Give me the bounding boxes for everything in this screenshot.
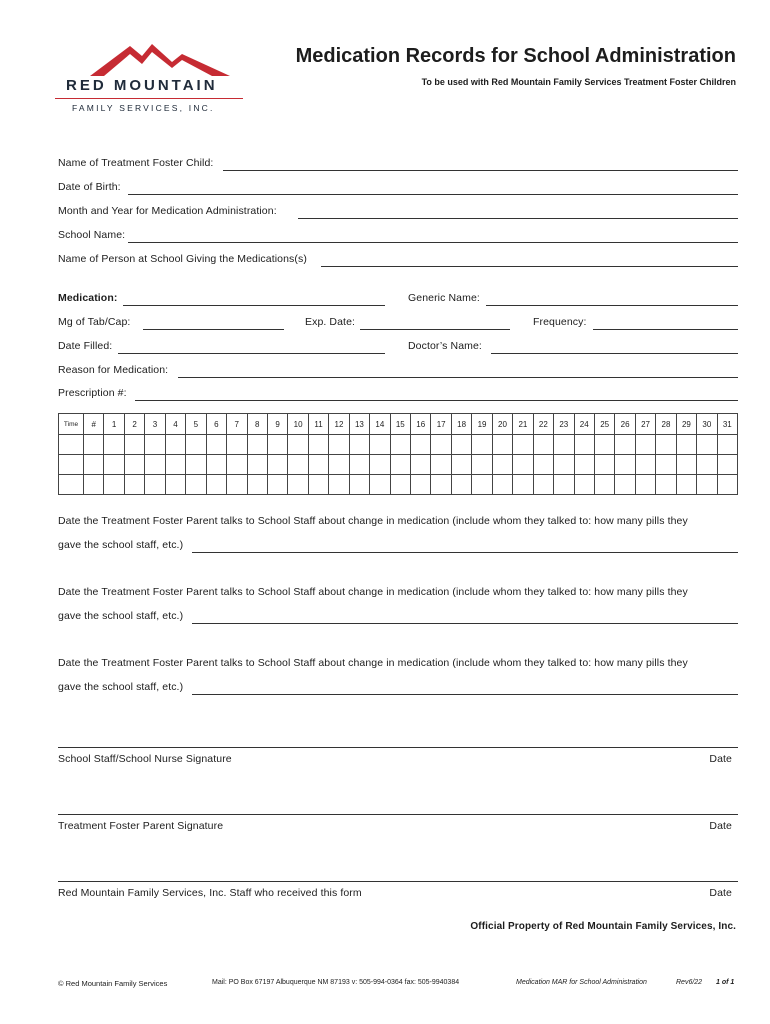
grid-cell[interactable] bbox=[145, 475, 165, 495]
grid-day-header: 11 bbox=[308, 414, 328, 435]
note-text-cont: gave the school staff, etc.) bbox=[58, 610, 184, 622]
grid-cell[interactable] bbox=[676, 475, 696, 495]
person-giving-field[interactable] bbox=[321, 266, 738, 267]
grid-day-header: 18 bbox=[451, 414, 471, 435]
grid-cell[interactable] bbox=[635, 435, 655, 455]
grid-cell[interactable] bbox=[124, 475, 144, 495]
prescription-label: Prescription #: bbox=[58, 387, 127, 399]
grid-cell[interactable] bbox=[513, 435, 533, 455]
grid-day-header: 28 bbox=[656, 414, 676, 435]
note-text: Date the Treatment Foster Parent talks to School Staff about change in medication (include whom they talked to: how many pills they bbox=[58, 586, 688, 598]
grid-day-header: 20 bbox=[492, 414, 512, 435]
grid-day-header: 21 bbox=[513, 414, 533, 435]
grid-cell[interactable] bbox=[165, 455, 185, 475]
grid-cell[interactable] bbox=[451, 475, 471, 495]
grid-cell[interactable] bbox=[635, 475, 655, 495]
grid-cell[interactable] bbox=[717, 455, 737, 475]
grid-cell[interactable] bbox=[411, 435, 431, 455]
grid-cell[interactable] bbox=[717, 435, 737, 455]
grid-cell[interactable] bbox=[451, 455, 471, 475]
grid-cell[interactable] bbox=[554, 475, 574, 495]
grid-cell[interactable] bbox=[370, 435, 390, 455]
grid-row bbox=[59, 475, 738, 495]
grid-cell[interactable] bbox=[370, 475, 390, 495]
mg-field[interactable] bbox=[143, 329, 284, 330]
grid-row bbox=[59, 435, 738, 455]
dob-label: Date of Birth: bbox=[58, 181, 121, 193]
grid-cell[interactable] bbox=[431, 455, 451, 475]
grid-cell[interactable] bbox=[267, 455, 287, 475]
grid-cell[interactable] bbox=[124, 455, 144, 475]
grid-day-header: 3 bbox=[145, 414, 165, 435]
grid-cell[interactable] bbox=[574, 475, 594, 495]
footer-address: Mail: PO Box 67197 Albuquerque NM 87193 v: 505-994-0364 fax: 505-9940384 bbox=[212, 979, 460, 986]
grid-row bbox=[59, 455, 738, 475]
grid-day-header: 1 bbox=[104, 414, 124, 435]
frequency-field[interactable] bbox=[593, 329, 738, 330]
signature-date-label: Date bbox=[709, 753, 732, 765]
grid-cell[interactable] bbox=[349, 455, 369, 475]
grid-cell[interactable] bbox=[104, 475, 124, 495]
grid-cell[interactable] bbox=[104, 455, 124, 475]
grid-cell[interactable] bbox=[104, 435, 124, 455]
medication-field[interactable] bbox=[123, 305, 385, 306]
logo-name: RED MOUNTAIN bbox=[66, 77, 218, 94]
grid-cell[interactable] bbox=[390, 455, 410, 475]
date-filled-label: Date Filled: bbox=[58, 340, 113, 352]
grid-day-header: 27 bbox=[635, 414, 655, 435]
grid-cell[interactable] bbox=[594, 435, 614, 455]
grid-cell[interactable] bbox=[697, 455, 717, 475]
grid-day-header: 6 bbox=[206, 414, 226, 435]
grid-cell[interactable] bbox=[472, 455, 492, 475]
grid-cell[interactable] bbox=[513, 475, 533, 495]
note-field[interactable] bbox=[192, 552, 738, 553]
signature-date-label: Date bbox=[709, 887, 732, 899]
grid-cell[interactable] bbox=[329, 455, 349, 475]
reason-field[interactable] bbox=[178, 377, 738, 378]
grid-cell[interactable] bbox=[411, 455, 431, 475]
month-year-label: Month and Year for Medication Administration: bbox=[58, 205, 277, 217]
footer-revision: Rev6/22 bbox=[676, 979, 703, 986]
grid-cell[interactable] bbox=[697, 475, 717, 495]
reason-label: Reason for Medication: bbox=[58, 364, 169, 376]
footer-page-number: 1 of 1 bbox=[716, 979, 735, 986]
signature-line[interactable] bbox=[58, 747, 738, 748]
grid-day-header: 31 bbox=[717, 414, 737, 435]
note-text-cont: gave the school staff, etc.) bbox=[58, 539, 184, 551]
grid-cell[interactable] bbox=[370, 455, 390, 475]
grid-cell[interactable] bbox=[145, 435, 165, 455]
grid-day-header: 14 bbox=[370, 414, 390, 435]
grid-cell[interactable] bbox=[59, 475, 84, 495]
grid-cell[interactable] bbox=[267, 435, 287, 455]
grid-cell[interactable] bbox=[451, 435, 471, 455]
grid-cell[interactable] bbox=[186, 455, 206, 475]
grid-day-header: 10 bbox=[288, 414, 308, 435]
official-property-note: Official Property of Red Mountain Family Services, Inc. bbox=[470, 921, 736, 932]
administration-grid bbox=[58, 413, 738, 495]
signature-label: School Staff/School Nurse Signature bbox=[58, 753, 232, 765]
grid-cell[interactable] bbox=[615, 435, 635, 455]
grid-cell[interactable] bbox=[513, 455, 533, 475]
logo-divider bbox=[55, 98, 243, 99]
grid-cell[interactable] bbox=[656, 435, 676, 455]
grid-day-header: 2 bbox=[124, 414, 144, 435]
grid-cell[interactable] bbox=[594, 455, 614, 475]
grid-cell[interactable] bbox=[594, 475, 614, 495]
prescription-field[interactable] bbox=[135, 400, 738, 401]
footer-form-name: Medication MAR for School Administration bbox=[516, 979, 647, 986]
mg-label: Mg of Tab/Cap: bbox=[58, 316, 131, 328]
grid-day-header: 26 bbox=[615, 414, 635, 435]
grid-cell[interactable] bbox=[145, 455, 165, 475]
grid-day-header: 22 bbox=[533, 414, 553, 435]
grid-cell[interactable] bbox=[717, 475, 737, 495]
grid-cell[interactable] bbox=[431, 435, 451, 455]
grid-cell[interactable] bbox=[656, 455, 676, 475]
grid-day-header: 13 bbox=[349, 414, 369, 435]
doctor-name-field[interactable] bbox=[491, 353, 738, 354]
grid-cell[interactable] bbox=[390, 475, 410, 495]
grid-cell[interactable] bbox=[206, 455, 226, 475]
dob-field[interactable] bbox=[128, 194, 738, 195]
grid-day-header: 12 bbox=[329, 414, 349, 435]
grid-cell[interactable] bbox=[615, 475, 635, 495]
child-name-field[interactable] bbox=[223, 170, 738, 171]
grid-number-header: # bbox=[84, 414, 104, 435]
grid-day-header: 5 bbox=[186, 414, 206, 435]
medication-label: Medication: bbox=[58, 292, 118, 304]
grid-day-header: 19 bbox=[472, 414, 492, 435]
grid-cell[interactable] bbox=[227, 435, 247, 455]
note-field[interactable] bbox=[192, 694, 738, 695]
grid-day-header: 23 bbox=[554, 414, 574, 435]
grid-cell[interactable] bbox=[308, 455, 328, 475]
grid-cell[interactable] bbox=[676, 455, 696, 475]
grid-cell[interactable] bbox=[390, 435, 410, 455]
doctor-name-label: Doctor’s Name: bbox=[408, 340, 482, 352]
generic-name-label: Generic Name: bbox=[408, 292, 480, 304]
grid-cell[interactable] bbox=[247, 435, 267, 455]
grid-cell[interactable] bbox=[308, 435, 328, 455]
signature-date-label: Date bbox=[709, 820, 732, 832]
grid-cell[interactable] bbox=[411, 475, 431, 495]
grid-cell[interactable] bbox=[635, 455, 655, 475]
grid-cell[interactable] bbox=[472, 435, 492, 455]
grid-cell[interactable] bbox=[288, 435, 308, 455]
grid-cell[interactable] bbox=[349, 475, 369, 495]
grid-cell[interactable] bbox=[288, 455, 308, 475]
signature-line[interactable] bbox=[58, 814, 738, 815]
date-filled-field[interactable] bbox=[118, 353, 385, 354]
exp-date-field[interactable] bbox=[360, 329, 510, 330]
grid-header-row bbox=[59, 414, 738, 435]
grid-cell[interactable] bbox=[308, 475, 328, 495]
grid-day-header: 29 bbox=[676, 414, 696, 435]
school-name-label: School Name: bbox=[58, 229, 126, 241]
grid-cell[interactable] bbox=[247, 455, 267, 475]
note-text: Date the Treatment Foster Parent talks to School Staff about change in medication (include whom they talked to: how many pills they bbox=[58, 657, 688, 669]
grid-cell[interactable] bbox=[492, 455, 512, 475]
grid-cell[interactable] bbox=[186, 475, 206, 495]
grid-cell[interactable] bbox=[533, 475, 553, 495]
grid-cell[interactable] bbox=[165, 475, 185, 495]
signature-label: Red Mountain Family Services, Inc. Staff who received this form bbox=[58, 887, 362, 899]
grid-day-header: 30 bbox=[697, 414, 717, 435]
grid-cell[interactable] bbox=[492, 435, 512, 455]
grid-cell[interactable] bbox=[554, 455, 574, 475]
grid-cell[interactable] bbox=[206, 475, 226, 495]
note-field[interactable] bbox=[192, 623, 738, 624]
grid-cell[interactable] bbox=[533, 435, 553, 455]
grid-cell[interactable] bbox=[615, 455, 635, 475]
grid-cell[interactable] bbox=[676, 435, 696, 455]
page-title: Medication Records for School Administration bbox=[295, 45, 736, 67]
grid-cell[interactable] bbox=[554, 435, 574, 455]
grid-cell[interactable] bbox=[349, 435, 369, 455]
frequency-label: Frequency: bbox=[533, 316, 587, 328]
grid-day-header: 17 bbox=[431, 414, 451, 435]
signature-label: Treatment Foster Parent Signature bbox=[58, 820, 224, 832]
grid-cell[interactable] bbox=[59, 455, 84, 475]
grid-cell[interactable] bbox=[227, 475, 247, 495]
grid-cell[interactable] bbox=[186, 435, 206, 455]
grid-cell[interactable] bbox=[431, 475, 451, 495]
grid-cell[interactable] bbox=[472, 475, 492, 495]
grid-day-header: 4 bbox=[165, 414, 185, 435]
school-name-field[interactable] bbox=[128, 242, 738, 243]
grid-cell[interactable] bbox=[124, 435, 144, 455]
grid-cell[interactable] bbox=[697, 435, 717, 455]
note-text: Date the Treatment Foster Parent talks to School Staff about change in medication (include whom they talked to: how many pills they bbox=[58, 515, 688, 527]
grid-cell[interactable] bbox=[84, 475, 104, 495]
grid-day-header: 15 bbox=[390, 414, 410, 435]
page-subtitle: To be used with Red Mountain Family Services Treatment Foster Children bbox=[421, 77, 736, 87]
grid-cell[interactable] bbox=[574, 455, 594, 475]
grid-cell[interactable] bbox=[165, 435, 185, 455]
grid-cell[interactable] bbox=[492, 475, 512, 495]
exp-date-label: Exp. Date: bbox=[305, 316, 356, 328]
grid-cell[interactable] bbox=[59, 435, 84, 455]
logo-subname: FAMILY SERVICES, INC. bbox=[72, 103, 215, 113]
grid-cell[interactable] bbox=[206, 435, 226, 455]
child-name-label: Name of Treatment Foster Child: bbox=[58, 157, 214, 169]
grid-day-header: 16 bbox=[411, 414, 431, 435]
grid-cell[interactable] bbox=[656, 475, 676, 495]
grid-cell[interactable] bbox=[574, 435, 594, 455]
grid-time-header: Time bbox=[59, 414, 84, 435]
grid-cell[interactable] bbox=[84, 435, 104, 455]
grid-day-header: 24 bbox=[574, 414, 594, 435]
signature-line[interactable] bbox=[58, 881, 738, 882]
grid-cell[interactable] bbox=[288, 475, 308, 495]
grid-day-header: 7 bbox=[227, 414, 247, 435]
footer-copyright: © Red Mountain Family Services bbox=[58, 979, 168, 988]
grid-cell[interactable] bbox=[84, 455, 104, 475]
grid-cell[interactable] bbox=[247, 475, 267, 495]
grid-day-header: 9 bbox=[267, 414, 287, 435]
grid-cell[interactable] bbox=[267, 475, 287, 495]
generic-name-field[interactable] bbox=[486, 305, 738, 306]
person-giving-label: Name of Person at School Giving the Medications(s) bbox=[58, 253, 307, 265]
grid-day-header: 8 bbox=[247, 414, 267, 435]
month-year-field[interactable] bbox=[298, 218, 738, 219]
mountain-logo-icon bbox=[90, 40, 230, 76]
grid-day-header: 25 bbox=[594, 414, 614, 435]
grid-cell[interactable] bbox=[329, 475, 349, 495]
grid-cell[interactable] bbox=[329, 435, 349, 455]
grid-cell[interactable] bbox=[533, 455, 553, 475]
grid-cell[interactable] bbox=[227, 455, 247, 475]
note-text-cont: gave the school staff, etc.) bbox=[58, 681, 184, 693]
